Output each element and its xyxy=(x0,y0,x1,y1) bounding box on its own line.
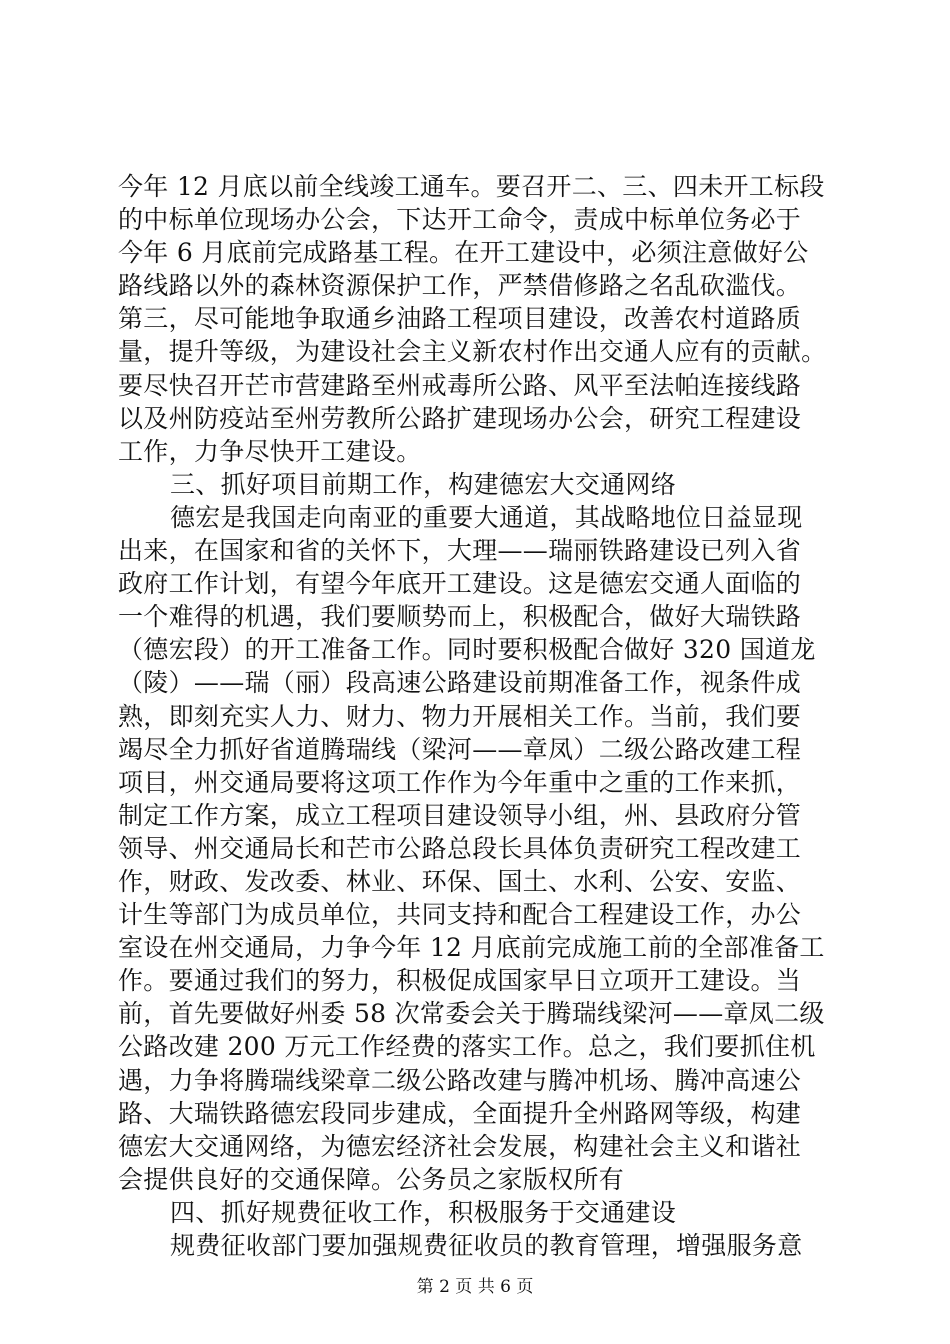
text-line: 德宏是我国走向南亚的重要大通道，其战略地位日益显现 xyxy=(170,502,803,532)
text-line: 项目，州交通局要将这项工作作为今年重中之重的工作来抓， xyxy=(118,767,802,797)
text-line: 会提供良好的交通保障。公务员之家版权所有 xyxy=(118,1164,625,1194)
text-line: 作。要通过我们的努力，积极促成国家早日立项开工建设。当 xyxy=(118,966,802,996)
text-line: 室设在州交通局，力争今年 12 月底前完成施工前的全部准备工 xyxy=(118,933,825,963)
text-line: 计生等部门为成员单位，共同支持和配合工程建设工作，办公 xyxy=(118,900,802,930)
text-line: 竭尽全力抓好省道腾瑞线（梁河——章凤）二级公路改建工程 xyxy=(118,734,802,764)
text-line: 第三，尽可能地争取通乡油路工程项目建设，改善农村道路质 xyxy=(118,304,802,334)
text-line: 路线路以外的森林资源保护工作，严禁借修路之名乱砍滥伐。 xyxy=(118,271,802,301)
text-line: 公路改建 200 万元工作经费的落实工作。总之，我们要抓住机 xyxy=(118,1032,816,1062)
text-line: （陵）——瑞（丽）段高速公路建设前期准备工作，视条件成 xyxy=(118,668,802,698)
text-line: 作，财政、发改委、林业、环保、国土、水利、公安、安监、 xyxy=(118,866,802,896)
text-line: （德宏段）的开工准备工作。同时要积极配合做好 320 国道龙 xyxy=(118,635,816,665)
text-line: 熟，即刻充实人力、财力、物力开展相关工作。当前，我们要 xyxy=(118,701,802,731)
page-footer: 第 2 页 共 6 页 xyxy=(416,1277,534,1297)
text-line: 的中标单位现场办公会，下达开工命令，责成中标单位务必于 xyxy=(118,205,802,235)
text-line: 今年 6 月底前完成路基工程。在开工建设中，必须注意做好公 xyxy=(118,238,809,268)
text-line: 一个难得的机遇，我们要顺势而上，积极配合，做好大瑞铁路 xyxy=(118,602,802,632)
text-line: 四、抓好规费征收工作，积极服务于交通建设 xyxy=(170,1197,677,1227)
body-text xyxy=(118,170,838,1262)
text-line: 领导、州交通局长和芒市公路总段长具体负责研究工程改建工 xyxy=(118,833,802,863)
text-line: 路、大瑞铁路德宏段同步建成，全面提升全州路网等级，构建 xyxy=(118,1098,802,1128)
text-line: 出来，在国家和省的关怀下，大理——瑞丽铁路建设已列入省 xyxy=(118,536,802,566)
text-line: 三、抓好项目前期工作，构建德宏大交通网络 xyxy=(170,469,677,499)
text-line: 工作，力争尽快开工建设。 xyxy=(118,436,422,466)
text-line: 制定工作方案，成立工程项目建设领导小组，州、县政府分管 xyxy=(118,800,802,830)
text-line: 德宏大交通网络，为德宏经济社会发展，构建社会主义和谐社 xyxy=(118,1131,802,1161)
text-line: 前，首先要做好州委 58 次常委会关于腾瑞线梁河——章凤二级 xyxy=(118,999,825,1029)
text-line: 量，提升等级，为建设社会主义新农村作出交通人应有的贡献。 xyxy=(118,337,827,367)
text-line: 政府工作计划，有望今年底开工建设。这是德宏交通人面临的 xyxy=(118,569,802,599)
text-line: 遇，力争将腾瑞线梁章二级公路改建与腾冲机场、腾冲高速公 xyxy=(118,1065,802,1095)
text-line: 规费征收部门要加强规费征收员的教育管理，增强服务意 xyxy=(170,1231,803,1260)
text-line: 以及州防疫站至州劳教所公路扩建现场办公会，研究工程建设 xyxy=(118,403,802,433)
text-line: 要尽快召开芒市营建路至州戒毒所公路、风平至法帕连接线路 xyxy=(118,370,802,400)
text-line: 今年 12 月底以前全线竣工通车。要召开二、三、四未开工标段 xyxy=(118,172,825,201)
